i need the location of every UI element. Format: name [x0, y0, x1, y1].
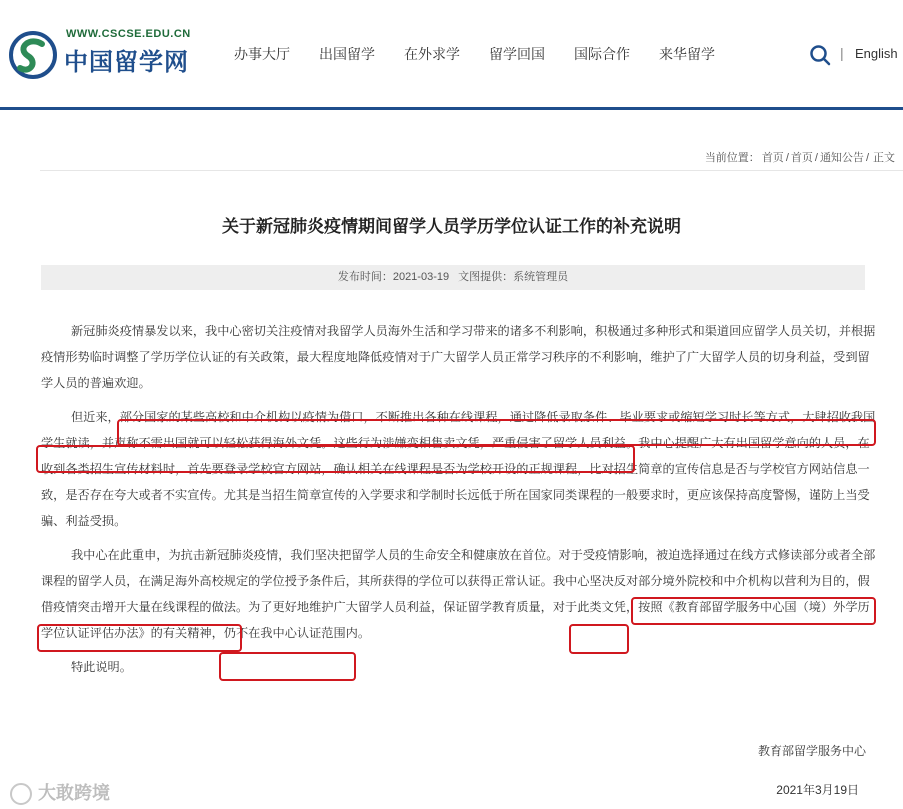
- breadcrumb-divider: [40, 170, 903, 171]
- nav-item-studying-overseas[interactable]: 在外求学: [404, 46, 460, 62]
- text-line: 新冠肺炎疫情暴发以来，我中心密切关注疫情对我留学人员海外生活和学习带来的诸多不利影响，积极通过多种形式和渠道回应留学人员关切，并根据: [71, 324, 876, 338]
- paragraph-1: [41, 318, 881, 396]
- paragraph-2: [41, 404, 881, 534]
- nav-item-study-in-china[interactable]: 来华留学: [659, 46, 715, 62]
- text-line: 疫情形势临时调整了学历学位认证的有关政策，最大程度地降低疫情对于广大留学人员正常学习秩序的不利影响，维护了广大留学人员的切身利益，受到留: [41, 350, 870, 364]
- nav-item-service-hall[interactable]: 办事大厅: [234, 46, 290, 62]
- breadcrumb-sep: /: [814, 152, 818, 164]
- article-body: [41, 318, 881, 680]
- signature-date: 2021年3月19日: [776, 783, 859, 797]
- text-line: 骗、利益受损。: [41, 514, 127, 528]
- text-line: 但近来，部分国家的某些高校和中介机构以疫情为借口，不断推出各种在线课程，通过降低录取条件、毕业要求或缩短学习时长等方式，大肆招收我国: [71, 410, 876, 424]
- text-line: 致，是否存在夸大或者不实宣传。尤其是当招生简章宣传的入学要求和学制时长远低于所在国家同类课程的一般要求时，更应该保持高度警惕，谨防上当受: [41, 488, 870, 502]
- watermark-text: 大敢跨境: [38, 783, 110, 803]
- logo-url: WWW.CSCSE.EDU.CN: [66, 28, 191, 40]
- search-icon[interactable]: [809, 44, 831, 66]
- site-header: [0, 0, 903, 110]
- language-switch[interactable]: English: [855, 46, 898, 61]
- publish-date: 发布时间：2021-03-19: [337, 271, 450, 283]
- closing-note: 特此说明。: [71, 660, 132, 674]
- nav-item-study-abroad[interactable]: 出国留学: [319, 46, 375, 62]
- site-logo[interactable]: [8, 26, 191, 82]
- text-line: 借疫情突击增开大量在线课程的做法。为了更好地维护广大留学人员利益，保证留学教育质量，对于此类文凭，按照《教育部留学服务中心国（境）外学历: [41, 600, 870, 614]
- nav-item-return-home[interactable]: 留学回国: [489, 46, 545, 62]
- article-meta: [41, 265, 865, 290]
- text-line: 学生就读，并声称不需出国就可以轻松获得海外文凭。这些行为涉嫌变相售卖文凭，严重侵害了留学人员利益。我中心提醒广大有出国留学意向的人员，在: [41, 436, 870, 450]
- article-title: 关于新冠肺炎疫情期间留学人员学历学位认证工作的补充说明: [222, 217, 681, 236]
- breadcrumb-sep: /: [865, 152, 869, 164]
- main-nav: [234, 44, 744, 64]
- logo-emblem-icon: [8, 30, 58, 80]
- text-line: 收到各类招生宣传材料时，首先要登录学校官方网站，确认相关在线课程是否为学校开设的正规课程，比对招生简章的宣传信息是否与学校官方网站信息一: [41, 462, 870, 476]
- signature: 教育部留学服务中心: [757, 744, 866, 758]
- logo-name: 中国留学网: [64, 47, 189, 76]
- content-source: 文图提供：系统管理员: [458, 271, 569, 283]
- breadcrumb: [703, 149, 897, 165]
- breadcrumb-home[interactable]: 首页: [761, 152, 784, 164]
- breadcrumb-notices[interactable]: 通知公告: [819, 152, 864, 164]
- text-line: 学人员的普遍欢迎。: [41, 376, 151, 390]
- text-line: 课程的留学人员，在满足海外高校规定的学位授予条件后，其所获得的学位可以获得正常认证。我中心坚决反对部分境外院校和中介机构以营利为目的，假: [41, 574, 870, 588]
- breadcrumb-current: 正文: [873, 152, 895, 164]
- watermark: [10, 779, 110, 805]
- nav-item-international-cooperation[interactable]: 国际合作: [574, 46, 630, 62]
- watermark-logo-icon: [10, 783, 32, 805]
- breadcrumb-label: 当前位置：: [704, 152, 760, 164]
- text-line: 我中心在此重申，为抗击新冠肺炎疫情，我们坚决把留学人员的生命安全和健康放在首位。对于受疫情影响，被迫选择通过在线方式修读部分或者全部: [71, 548, 876, 562]
- text-line: 学位认证评估办法》的有关精神，仍不在我中心认证范围内。: [41, 626, 371, 640]
- breadcrumb-sep: /: [785, 152, 789, 164]
- breadcrumb-home-2[interactable]: 首页: [790, 152, 813, 164]
- paragraph-3: [41, 542, 881, 646]
- header-separator: |: [840, 45, 844, 61]
